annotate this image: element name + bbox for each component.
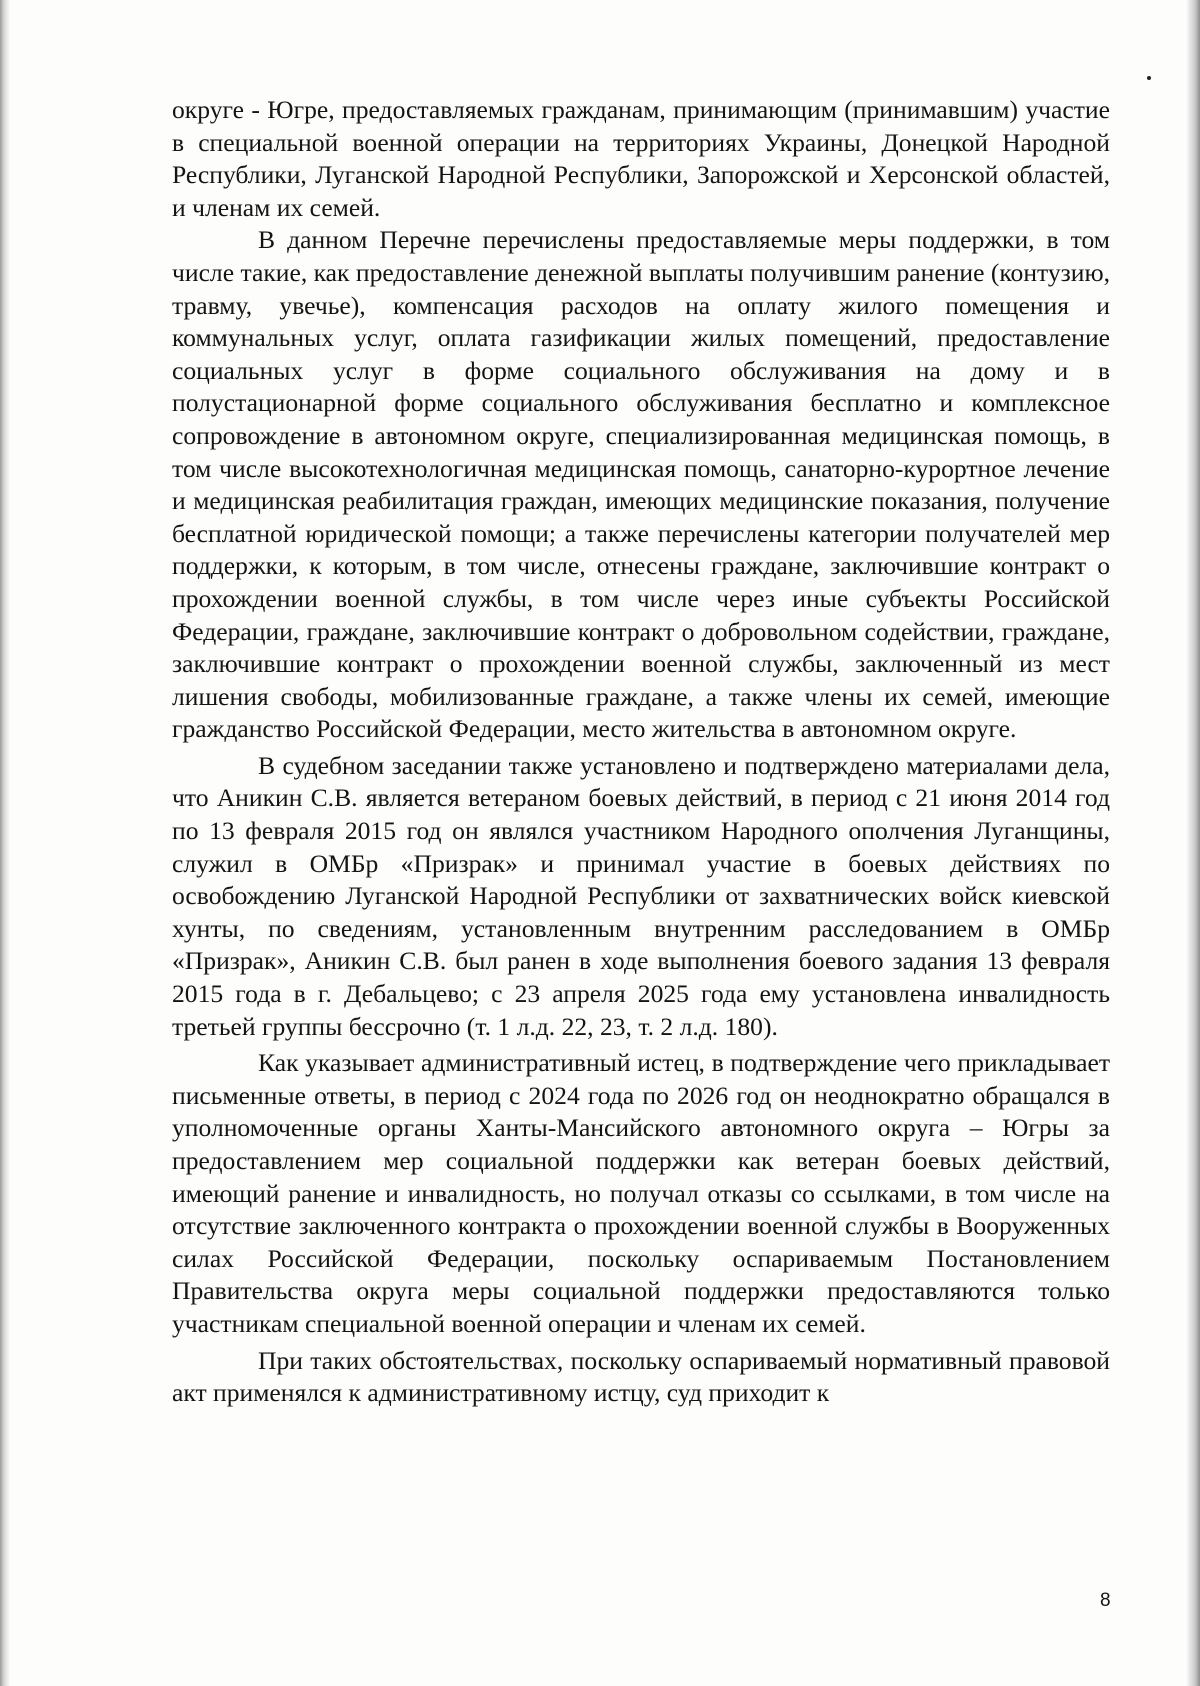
paragraph-court-findings: В судебном заседании также установлено и подтверждено материалами дела, что Аникин С.В. является ветераном боевых действий, в период с 21 июня 2014 год по 13 февраля 2015 год он являлся участником Народного ополчения Луганщины, служил в ОМБр «Призрак» и принимал участие в боевых действиях по освобождению Луганской Народной Республики от захватнических войск киевской хунты, по сведениям, установленным внутренним расследованием в ОМБр «Призрак», Аникин С.В. был ранен в ходе выполнения боевого задания 13 февраля 2015 года в г. Дебальцево; с 23 апреля 2025 года ему установлена инвалидность третьей группы бессрочно (т. 1 л.д. 22, 23, т. 2 л.д. 180). — [172, 750, 1110, 1041]
scan-edge-right — [1186, 0, 1200, 1686]
paragraph-plaintiff-claims: Как указывает административный истец, в подтверждение чего прикладывает письменные ответы, в период с 2024 года по 2026 год он неоднократно обращался в уполномоченные органы Ханты-Мансийского автономного округа – Югры за предоставлением мер социальной поддержки как ветеран боевых действий, имеющий ранение и инвалидность, но получал отказы со ссылками, в том числе на отсутствие заключенного контракта о прохождении военной службы в Вооруженных силах Российской Федерации, поскольку оспариваемым Постановлением Правительства округа меры социальной поддержки предоставляются только участникам специальной военной операции и членам их семей. — [172, 1048, 1110, 1338]
paragraph-conclusion-start: При таких обстоятельствах, поскольку оспариваемый нормативный правовой акт применялся к административному истцу, суд приходит к — [172, 1345, 1110, 1408]
document-body — [172, 94, 1110, 1410]
paragraph-support-measures: В данном Перечне перечислены предоставляемые меры поддержки, в том числе такие, как предоставление денежной выплаты получившим ранение (контузию, травму, увечье), компенсация расходов на оплату жилого помещения и коммунальных услуг, оплата газификации жилых помещений, предоставление социальных услуг в форме социального обслуживания на дому и в полустационарной форме социального обслуживания бесплатно и комплексное сопровождение в автономном округе, специализированная медицинская помощь, в том числе высокотехнологичная медицинская помощь, санаторно-курортное лечение и медицинская реабилитация граждан, имеющих медицинские показания, получение бесплатной юридической помощи; а также перечислены категории получателей мер поддержки, к которым, в том числе, отнесены граждане, заключившие контракт о прохождении военной службы, в том числе через иные субъекты Российской Федерации, граждане, заключившие контракт о добровольном содействии, граждане, заключившие контракт о прохождении военной службы, заключенный из мест лишения свободы, мобилизованные граждане, а также члены их семей, имеющие гражданство Российской Федерации, место жительства в автономном округе. — [172, 225, 1110, 744]
page-number: 8 — [1100, 1590, 1111, 1611]
paragraph-continuation: округе - Югре, предоставляемых гражданам, принимающим (принимавшим) участие в специальной военной операции на территориях Украины, Донецкой Народной Республики, Луганской Народной Республики, Запорожской и Херсонской областей, и членам их семей. — [172, 95, 1110, 222]
scan-speck — [1147, 76, 1151, 80]
scan-edge-left — [0, 0, 10, 1686]
